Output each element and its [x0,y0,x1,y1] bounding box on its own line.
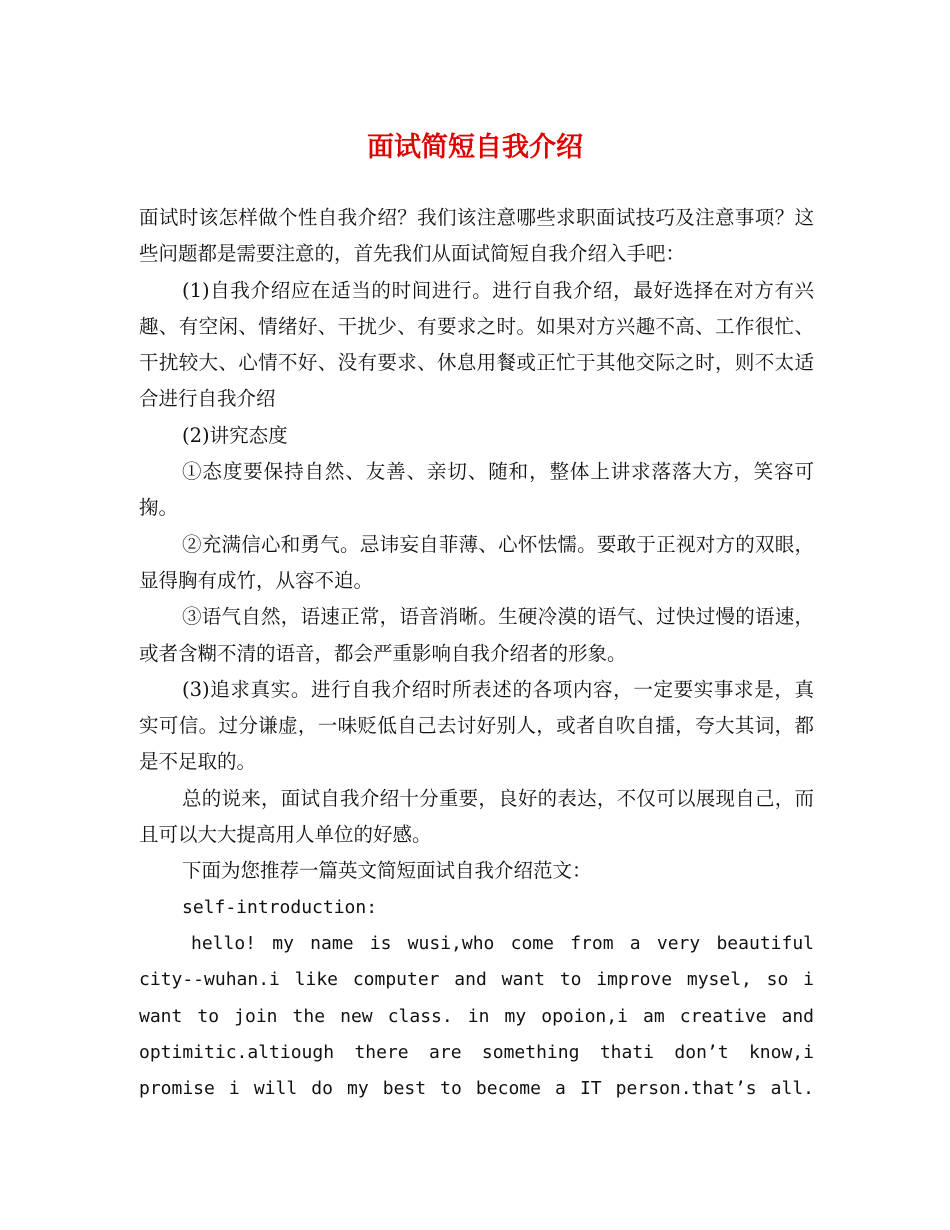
english-line: hello! my name is wusi,who come from a very beautiful [191,932,814,954]
english-line: optimitic.altiough there are something thati don’t know,i [139,1041,814,1063]
english-line: city--wuhan.i like computer and want to improve mysel, so i [139,969,814,991]
point-2-item-2: ②充满信心和勇气。忌讳妄自菲薄、心怀怯懦。要敢于正视对方的双眼，显得胸有成竹，从容不迫。 [139,532,814,592]
intro-paragraph: 面试时该怎样做个性自我介绍？我们该注意哪些求职面试技巧及注意事项？这些问题都是需要注意的，首先我们从面试简短自我介绍入手吧： [139,206,814,266]
document-title: 面试简短自我介绍 [367,132,583,163]
english-sample [139,926,814,1107]
point-2-item-3: ③语气自然，语速正常，语音消晰。生硬冷漠的语气、过快过慢的语速，或者含糊不清的语音，都会严重影响自我介绍者的形象。 [139,605,814,665]
recommendation-paragraph: 下面为您推荐一篇英文简短面试自我介绍范文： [182,859,592,883]
point-1-paragraph: (1)自我介绍应在适当的时间进行。进行自我介绍，最好选择在对方有兴趣、有空闲、情绪好、干扰少、有要求之时。如果对方兴趣不高、工作很忙、干扰较大、心情不好、没有要求、休息用餐或正忙于其他交际之时，则不太适合进行自我介绍 [139,278,814,411]
english-line: promise i will do my best to become a IT person.that’s all. [139,1078,814,1100]
summary-paragraph: 总的说来，面试自我介绍十分重要，良好的表达，不仅可以展现自己，而且可以大大提高用人单位的好感。 [139,786,814,847]
document-body [139,200,814,1107]
point-3-paragraph: (3)追求真实。进行自我介绍时所表述的各项内容，一定要实事求是，真实可信。过分谦虚，一味贬低自己去讨好别人，或者自吹自擂，夸大其词，都是不足取的。 [139,677,814,774]
english-heading: self-introduction: [182,896,378,918]
english-line: want to join the new class. in my opoion,i am creative and [139,1005,814,1027]
point-2-heading: (2)讲究态度 [182,423,288,447]
point-2-item-1: ①态度要保持自然、友善、亲切、随和，整体上讲求落落大方，笑容可掬。 [139,460,814,520]
